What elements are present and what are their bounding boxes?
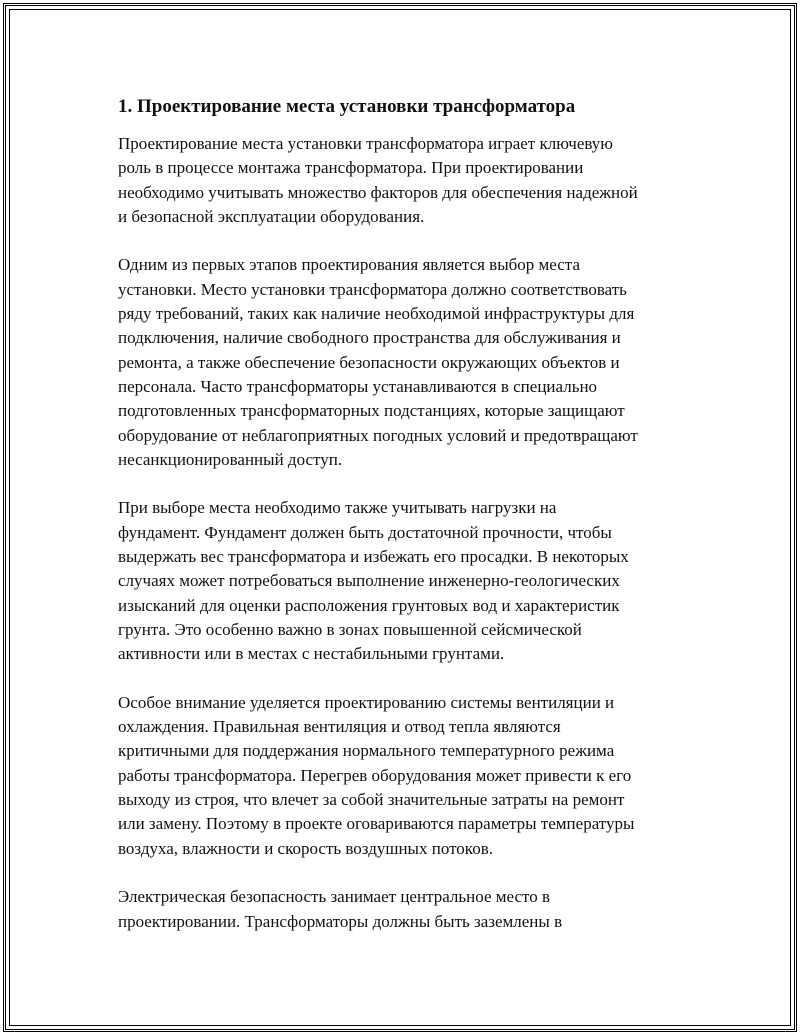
paragraph-2 [118, 253, 698, 472]
section-heading: 1. Проектирование места установки трансформатора [118, 96, 576, 117]
text-line: установки. Место установки трансформатора должно соответствовать [118, 279, 627, 299]
text-line: персонала. Часто трансформаторы устанавливаются в специально [118, 376, 598, 396]
text-line: охлаждения. Правильная вентиляция и отвод тепла являются [118, 717, 561, 737]
paragraph-1 [118, 132, 698, 229]
text-line: проектировании. Трансформаторы должны быть заземлены в [118, 911, 563, 931]
text-line: Электрическая безопасность занимает центральное место в [118, 887, 550, 907]
text-line: случаях может потребоваться выполнение инженерно-геологических [118, 571, 620, 591]
text-line: фундамент. Фундамент должен быть достаточной прочности, чтобы [118, 522, 612, 542]
text-line: ряду требований, таких как наличие необходимой инфраструктуры для [118, 304, 635, 324]
text-line: ремонта, а также обеспечение безопасности окружающих объектов и [118, 352, 620, 372]
text-line: Проектирование места установки трансформатора играет ключевую [118, 134, 614, 153]
text-line: выходу из строя, что влечет за собой значительные затраты на ремонт [118, 790, 625, 810]
document-body [118, 94, 698, 958]
text-line: несанкционированный доступ. [118, 449, 343, 469]
text-line: необходимо учитывать множество факторов для обеспечения надежной [118, 182, 638, 202]
text-line: оборудование от неблагоприятных погодных условий и предотвращают [118, 425, 638, 445]
text-line: критичными для поддержания нормального температурного режима [118, 741, 615, 761]
paragraph-4 [118, 691, 698, 861]
text-line: или замену. Поэтому в проекте оговариваются параметры температуры [118, 814, 635, 834]
text-line: Особое внимание уделяется проектированию системы вентиляции и [118, 692, 615, 712]
text-line: выдержать вес трансформатора и избежать его просадки. В некоторых [118, 547, 629, 567]
paragraph-3 [118, 496, 698, 666]
text-line: изысканий для оценки расположения грунтовых вод и характеристик [118, 595, 620, 615]
text-line: и безопасной эксплуатации оборудования. [118, 206, 425, 226]
text-line: роль в процессе монтажа трансформатора. При проектировании [118, 158, 584, 178]
text-line: работы трансформатора. Перегрев оборудования может привести к его [118, 765, 632, 785]
text-line: грунта. Это особенно важно в зонах повышенной сейсмической [118, 619, 582, 639]
text-line: воздуха, влажности и скорость воздушных потоков. [118, 838, 493, 858]
text-line: При выборе места необходимо также учитывать нагрузки на [118, 498, 557, 518]
text-line: активности или в местах с нестабильными грунтами. [118, 644, 505, 664]
text-line: Одним из первых этапов проектирования является выбор места [118, 255, 580, 275]
text-line: подготовленных трансформаторных подстанциях, которые защищают [118, 401, 625, 421]
paragraph-5 [118, 885, 698, 934]
text-line: подключения, наличие свободного пространства для обслуживания и [118, 328, 621, 348]
